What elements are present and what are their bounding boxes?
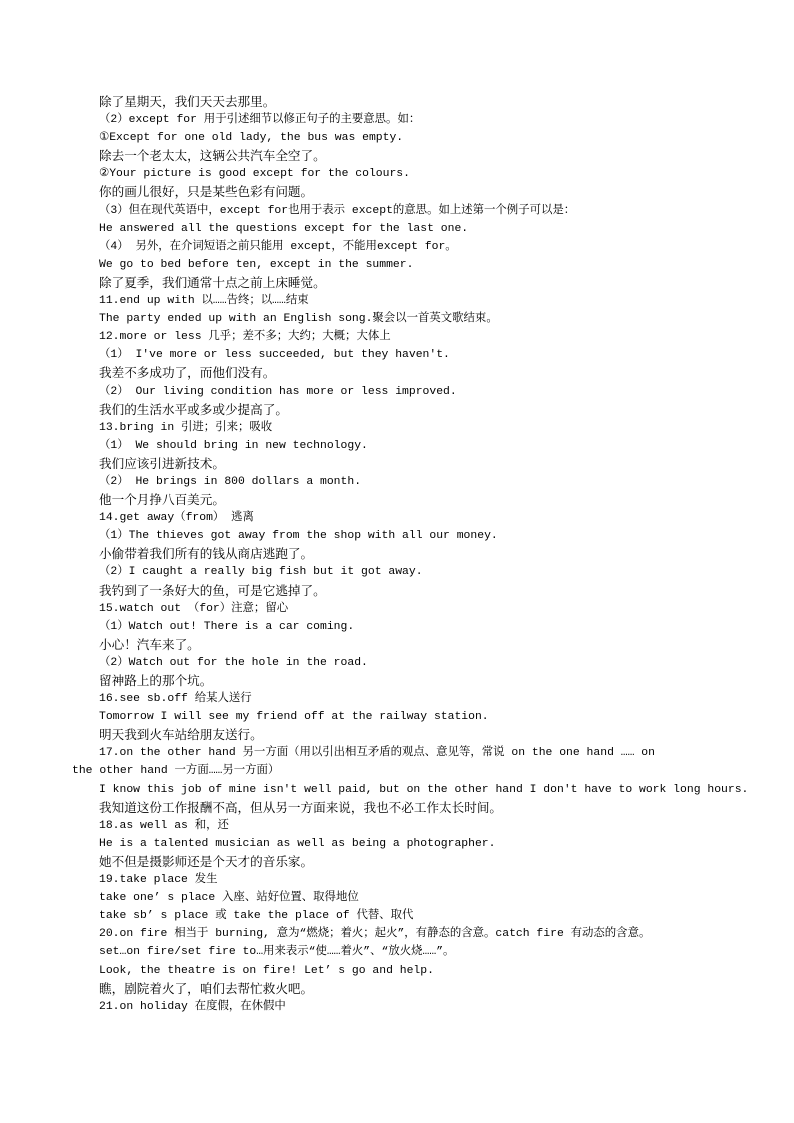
text-line: 她不但是摄影师还是个天才的音乐家。 [99,853,314,869]
document-body [72,93,749,1016]
text-line: （2）except for 用于引述细节以修正句子的主要意思。如： [99,114,421,127]
text-line: We go to bed before ten, except in the summer. [99,258,414,271]
text-line: 20.on fire 相当于 burning, 意为“燃烧；着火；起火”，有静态的含意。catch fire 有动态的含意。 [99,928,651,941]
text-line: 他一个月挣八百美元。 [99,492,225,508]
text-line: Tomorrow I will see my friend off at the railway station. [99,711,489,724]
text-line: He is a talented musician as well as being a photographer. [99,837,496,850]
text-line: （2） Our living condition has more or less improved. [99,385,457,398]
text-line: 我们应该引进新技术。 [99,455,225,471]
text-line: （4） 另外，在介词短语之前只能用 except，不能用except for。 [99,240,457,253]
text-line: （1） We should bring in new technology. [99,439,368,452]
text-line: （1） I've more or less succeeded, but they haven't. [99,349,450,362]
text-line: （1）The thieves got away from the shop with all our money. [99,530,498,543]
text-line: 17.on the other hand 另一方面（用以引出相互矛盾的观点、意见等，常说 on the one hand …… on [99,747,655,760]
text-line: the other hand 一方面……另一方面） [72,765,280,778]
text-line: 明天我到火车站给朋友送行。 [99,727,263,743]
text-line: （2）Watch out for the hole in the road. [99,656,368,669]
text-line: （2） He brings in 800 dollars a month. [99,475,362,488]
text-line: ②Your picture is good except for the colours. [99,168,410,181]
text-line: He answered all the questions except for the last one. [99,222,469,235]
text-line: 留神路上的那个坑。 [99,673,213,688]
text-line: 小心！汽车来了。 [99,636,200,652]
text-line: The party ended up with an English song.聚会以一首英文歌结束。 [99,313,498,326]
text-line: 瞧，剧院着火了，咱们去帮忙救火吧。 [99,980,314,996]
text-line: （1）Watch out! There is a car coming. [99,620,355,633]
text-line: 我知道这份工作报酬不高，但从另一方面来说，我也不必工作太长时间。 [99,799,502,815]
text-line: 15.watch out （for）注意；留心 [99,602,289,615]
text-line: 除去一个老太太，这辆公共汽车全空了。 [99,148,326,164]
text-line: 你的画儿很好，只是某些色彩有问题。 [99,184,314,200]
text-line: （3）但在现代英语中，except for也用于表示 except的意思。如上述第一个例子可以是： [99,204,576,217]
text-line: 13.bring in 引进；引来；吸收 [99,421,273,434]
text-line: 小偷带着我们所有的钱从商店逃跑了。 [99,546,314,562]
text-line: 19.take place 发生 [99,874,218,887]
text-line: I know this job of mine isn't well paid, but on the other hand I don't have to work long hours. [99,783,749,796]
text-line: take one’ s place 入座、站好位置、取得地位 [99,892,359,905]
text-line: 除了夏季，我们通常十点之前上床睡觉。 [99,274,326,290]
text-line: 我差不多成功了，而他们没有。 [99,365,276,381]
text-line: take sb’ s place 或 take the place of 代替、取代 [99,910,414,923]
text-line: set…on fire/set fire to…用来表示“使……着火”、“放火烧……”。 [99,946,455,959]
text-line: 14.get away（from） 逃离 [99,512,254,525]
text-line: 16.see sb.off 给某人送行 [99,693,252,706]
text-line: 我们的生活水平或多或少提高了。 [99,401,288,417]
text-line: 除了星期天，我们天天去那里。 [99,94,276,109]
text-line: （2）I caught a really big fish but it got away. [99,566,423,579]
text-line: 12.more or less 几乎；差不多；大约；大概；大体上 [99,331,391,344]
text-line: ①Except for one old lady, the bus was empty. [99,132,404,145]
text-line: Look, the theatre is on fire! Let’ s go and help. [99,964,434,977]
text-line: 21.on holiday 在度假，在休假中 [99,1000,286,1013]
text-line: 我钓到了一条好大的鱼，可是它逃掉了。 [99,582,326,598]
text-line: 18.as well as 和，还 [99,819,229,832]
text-line: 11.end up with 以……告终；以……结束 [99,295,309,308]
